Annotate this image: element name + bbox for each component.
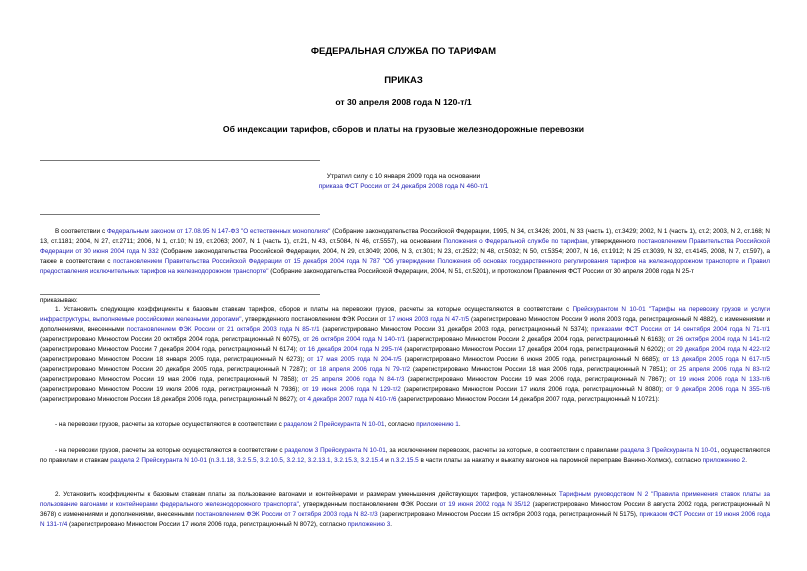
link-clauses-3-x[interactable]: п.3.1.18, 3.2.5.5, 3.2.10.5, 3.2.12, 3.2.13.1, 3.2.15.3, 3.2.15.4	[210, 457, 384, 464]
intro-text: , утвержденного	[587, 238, 638, 245]
link-fst-79-t2[interactable]: от 18 апреля 2006 года N 79-т/2	[309, 366, 411, 373]
item-2-text: (зарегистрировано Минюстом России 17 июля 2006 года, регистрационный N 8072), согласно	[67, 521, 348, 528]
divider-middle	[40, 214, 320, 215]
doc-title: Об индексации тарифов, сборов и платы на грузовые железнодорожные перевозки	[222, 124, 585, 134]
link-section-3-rules[interactable]: раздела 3 Прейскуранта N 10-01	[620, 447, 718, 454]
item-1-sub-a	[40, 420, 770, 430]
intro-text: (Собрание законодательства Российской Федерации, 2004, N 51, ст.5201), и протоколом Правления ФСТ России от 30 апреля 2008 года N 25-т	[268, 268, 694, 275]
sub-b-text: - на перевозки грузов, расчеты за которые осуществляются в соответствии с	[55, 447, 285, 454]
link-fst-131-t4[interactable]: приказом ФСТ России от 19 июня 2006 года N 131-т/4	[40, 511, 770, 528]
item-1-text: (зарегистрировано Минюстом России 18 мая 2006 года, регистрационный N 7851);	[410, 366, 670, 373]
item-1-text: (зарегистрировано Минюстом России 20 октября 2004 года, регистрационный N 6075),	[40, 336, 303, 343]
link-fst-295-t4[interactable]: от 16 декабря 2004 года N 295-т/4	[299, 346, 403, 353]
link-fst-617-t5[interactable]: от 13 декабря 2005 года N 617-т/5	[662, 356, 770, 363]
link-fst-129-t2[interactable]: от 19 июня 2006 года N 129-т/2	[302, 386, 401, 393]
item-1-text: (зарегистрировано Минюстом России 2 декабря 2004 года, регистрационный N 6163);	[405, 336, 668, 343]
sub-b-text: (	[206, 457, 211, 464]
item-1-text: (зарегистрировано Минюстом России 17 декабря 2004 года, регистрационный N 6202);	[402, 346, 668, 353]
item-1-text: (зарегистрировано Минюстом России 31 декабря 2003 года, регистрационный N 5374);	[319, 326, 592, 333]
item-1-text: 1. Установить следующие коэффициенты к базовым ставкам тарифов, сборов и платы на перевозки грузов, расчеты за которые осуществляются в соответствии с	[55, 306, 573, 313]
link-tariff-guide-2[interactable]: Тарифным руководством N 2 "Правила применения ставок платы за пользование вагонами и контейнерами федерального железнодорожного транспорта"	[40, 491, 771, 508]
lost-force-line: Утратил силу с 10 января 2009 года на основании	[326, 173, 481, 180]
intro-text: (Собрание законодательства Российской Федерации, 2004, N 29, ст.3049; 2006, N 3, ст.301; N 23, ст.2522; N 48, ст.5032; N 50, ст.5354; 2007, N 16, ст.1912; N 25 ст.3039, N 32, ст.4145, 2008, N 7, ст.597), а также в соответствии с	[40, 248, 770, 265]
link-fst-71-t1[interactable]: приказами ФСТ России от 14 сентября 2004 года N 71-т/1	[591, 326, 770, 333]
intro-text: В соответствии с	[55, 228, 107, 235]
link-section-2[interactable]: разделом 2 Прейскуранта N 10-01	[283, 421, 385, 428]
divider-bottom	[40, 294, 320, 295]
item-2-text: 2. Установить коэффициенты к базовым ставкам платы за пользование вагонами и контейнерами и размерам уменьшения действующих тарифов, установленных	[55, 491, 560, 498]
item-2-paragraph	[40, 490, 770, 530]
item-1-text: (зарегистрировано Минюстом России 19 мая 2006 года, регистрационный N 7858);	[40, 376, 302, 383]
sub-b-text: .	[745, 457, 747, 464]
item-1-text: (зарегистрировано Минюстом России 6 июня 2005 года, регистрационный N 6685);	[401, 356, 663, 363]
item-1-text: (зарегистрировано Минюстом России 17 июля 2006 года, регистрационный N 8080);	[400, 386, 666, 393]
divider-top	[40, 160, 320, 161]
item-2-text: (зарегистрировано Минюстом России 8 августа 2002 года, регистрационный N 3678) с изменениями и дополнениями, внесенными	[40, 501, 770, 518]
link-fst-422-t2[interactable]: от 29 декабря 2004 года N 422-т/2	[667, 346, 770, 353]
link-preiskurant-10-01[interactable]: Прейскурантом N 10-01 "Тарифы на перевозку грузов и услуги инфраструктуры, выполняемые российскими железными дорогами"	[40, 306, 771, 323]
sub-a-text: , согласно	[384, 421, 417, 428]
item-1-text: (зарегистрировано Минюстом России 18 декабря 2006 года, регистрационный N 8627);	[40, 396, 300, 403]
link-federal-law[interactable]: Федеральным законом от 17.08.95 N 147-ФЗ "О естественных монополиях"	[106, 228, 331, 235]
intro-paragraph	[40, 227, 770, 277]
item-1-text: (зарегистрировано Минюстом России 9 июля 2003 года, регистрационный N 4882), с изменениями и дополнениями, внесенными	[40, 316, 770, 333]
lost-force-note	[0, 172, 807, 192]
link-clause-3-2-15-5[interactable]: п.3.2.15.5	[390, 457, 419, 464]
agency-title: ФЕДЕРАЛЬНАЯ СЛУЖБА ПО ТАРИФАМ	[310, 46, 497, 57]
sub-a-text: - на перевозки грузов, расчеты за которые осуществляются в соответствии с	[55, 421, 284, 428]
doc-type: ПРИКАЗ	[384, 75, 423, 86]
item-2-text: , утвержденным постановлением ФЭК России	[298, 501, 440, 508]
item-1-paragraph	[40, 305, 770, 405]
link-gov-resolution-332[interactable]: постановлением Правительства Российской Федерации от 30 июня 2004 года N 332	[40, 238, 770, 255]
doc-date-number: от 30 апреля 2008 года N 120-т/1	[335, 97, 472, 107]
link-fek-85-t1[interactable]: постановлением ФЭК России от 21 октября 2003 года N 85-т/1	[126, 326, 320, 333]
item-1-text: (зарегистрировано Минюстом России 14 декабря 2007 года, регистрационный N 10721):	[396, 396, 660, 403]
link-section-2-rates[interactable]: раздела 2 Прейскуранта N 10-01	[110, 457, 207, 464]
link-fst-141-t2[interactable]: от 26 октября 2004 года N 141-т/2	[667, 336, 771, 343]
sub-b-text: в части платы за накатку и выкатку вагонов на паромной переправе Ванино-Холмск), согласно	[418, 457, 703, 464]
link-fek-35-12[interactable]: от 19 июня 2002 года N 35/12	[439, 501, 531, 508]
sub-b-text: , осуществляются по правилам и ставкам	[40, 447, 770, 464]
link-appendix-2[interactable]: приложению 2	[702, 457, 746, 464]
link-section-3[interactable]: разделом 3 Прейскуранта N 10-01	[284, 447, 386, 454]
sub-a-text: .	[458, 421, 461, 428]
link-appendix-1[interactable]: приложению 1	[416, 421, 459, 428]
link-fst-140-t1[interactable]: от 26 октября 2004 года N 140-т/1	[302, 336, 406, 343]
item-2-text: (зарегистрировано Минюстом России 15 октября 2003 года, регистрационный N 5175),	[377, 511, 640, 518]
item-2-text: .	[390, 521, 393, 528]
link-fst-204-t5[interactable]: от 17 мая 2005 года N 204-т/5	[307, 356, 402, 363]
item-1-text: (зарегистрировано Минюстом России 20 декабря 2005 года, регистрационный N 7287);	[40, 366, 310, 373]
link-fek-47-t5[interactable]: 17 июня 2003 года N 47-т/5	[388, 316, 470, 323]
link-fst-regulation[interactable]: Положения о Федеральной службе по тарифам	[443, 238, 588, 245]
link-fst-355-t6[interactable]: от 9 декабря 2006 года N 355-т/6	[666, 386, 771, 393]
link-fst-133-t6[interactable]: от 19 июня 2006 года N 133-т/6	[669, 376, 770, 383]
item-1-sub-b	[40, 446, 770, 466]
link-fst-410-t6[interactable]: от 4 декабря 2007 года N 410-т/6	[299, 396, 397, 403]
sub-b-text: и	[383, 457, 391, 464]
item-1-text: (зарегистрировано Минюстом России 19 июля 2006 года, регистрационный N 7936);	[40, 386, 303, 393]
item-1-text: (зарегистрировано Минюстом России 18 января 2005 года, регистрационный N 6273);	[40, 356, 308, 363]
sub-b-text: , за исключением перевозок, расчеты за которые, в соответствии с правилами	[385, 447, 621, 454]
intro-text: (Собрание законодательства Российской Федерации, 1995, N 34, ст.3426; 2001, N 33 (часть 1), ст.3429; 2002, N 1 (часть 1), ст.2; 2003, N 2, ст.168; N 13, ст.1181; 2004, N 27, ст.2711; 2006, N 1, ст.10; N 19, ст.2063; 2007, N 1 (часть 1), ст.21, N 43, ст.5084, N 46, ст.5557), на основании	[40, 228, 770, 245]
link-appendix-3[interactable]: приложению 3	[347, 521, 391, 528]
item-1-text: , утвержденного постановлением ФЭК России от	[241, 316, 389, 323]
link-fst-83-t2[interactable]: от 25 апреля 2006 года N 83-т/2	[669, 366, 770, 373]
item-1-text: (зарегистрировано Минюстом России 19 мая 2006 года, регистрационный N 7867);	[404, 376, 670, 383]
link-fst-84-t3[interactable]: от 25 апреля 2006 года N 84-т/3	[301, 376, 405, 383]
link-gov-resolution-787[interactable]: постановлением Правительства Российской Федерации от 15 декабря 2004 года N 787 "Об утверждении Положения об основах государственного регулирования тарифов на железнодорожном транспорте и Правил предоставления исключительных тарифов на железнодорожном транспорте"	[40, 258, 770, 275]
lost-force-link[interactable]: приказа ФСТ России от 24 декабря 2008 года N 460-т/1	[318, 183, 489, 190]
prikazyvayu-label: приказываю:	[40, 297, 78, 304]
item-1-text: (зарегистрировано Минюстом России 7 декабря 2004 года, регистрационный N 6174);	[40, 346, 300, 353]
link-fek-82-t3[interactable]: постановлением ФЭК России от 7 октября 2003 года N 82-т/3	[195, 511, 378, 518]
